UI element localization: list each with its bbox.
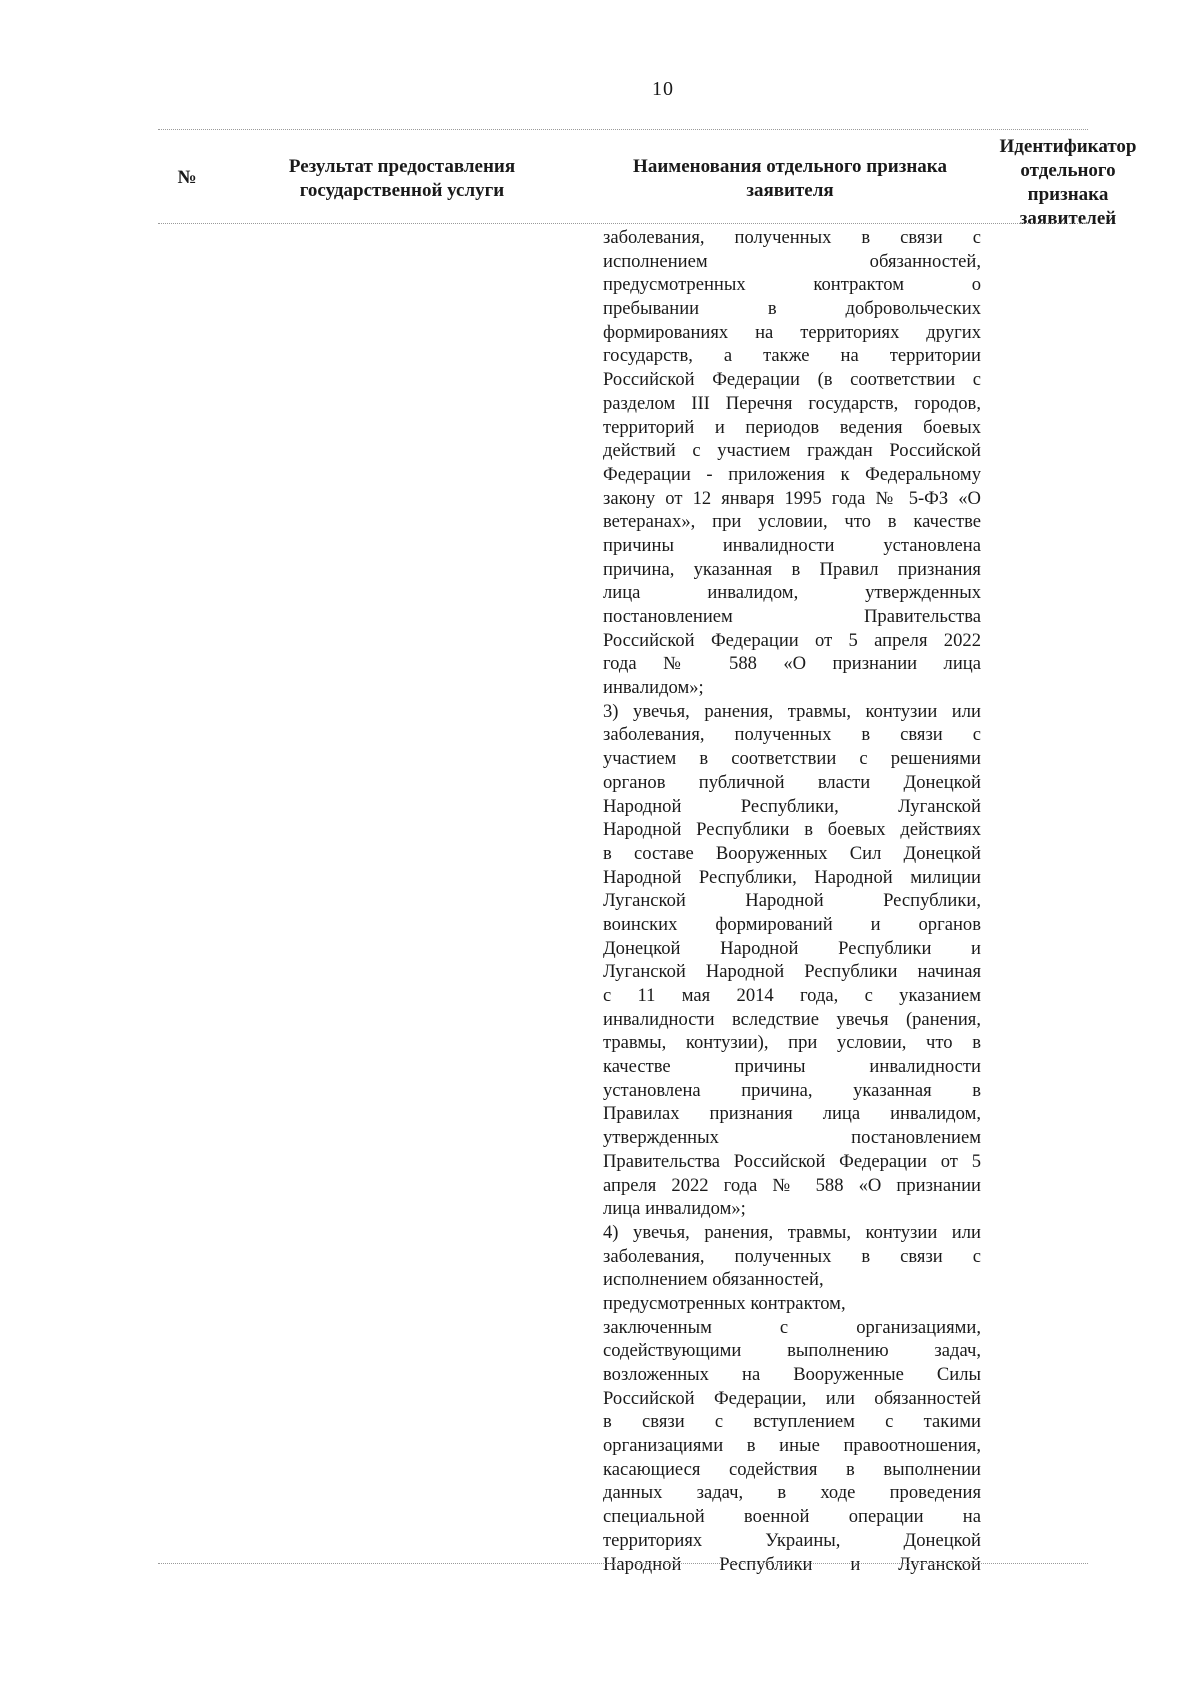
text-line: содействующими выполнению задач,: [603, 1340, 981, 1362]
text-line: закону от 12 января 1995 года № 5-ФЗ «О: [603, 487, 981, 509]
text-line: года № 588 «О признании лица: [603, 653, 981, 675]
text-line: Луганской Народной Республики начиная: [603, 961, 981, 983]
text-line: территориях Украины, Донецкой: [603, 1529, 981, 1551]
text-line: организациями в иные правоотношения,: [603, 1435, 981, 1457]
text-line: утвержденных постановлением: [603, 1127, 981, 1149]
text-line: Российской Федерации (в соответствии с: [603, 369, 981, 391]
text-line: Донецкой Народной Республики и: [603, 937, 981, 959]
column-header-identifier: Идентификатор отдельного признака заявителей: [999, 136, 1137, 229]
text-line: разделом III Перечня государств, городов,: [603, 392, 981, 414]
text-line: Народной Республики и Луганской: [603, 1553, 981, 1575]
text-line: причины инвалидности установлена: [603, 534, 981, 556]
text-line: Народной Республики, Луганской: [603, 795, 981, 817]
text-line: пребывании в добровольческих: [603, 298, 981, 320]
column-header-number: №: [177, 167, 197, 188]
text-line: действий с участием граждан Российской: [603, 440, 981, 462]
text-line: лица инвалидом, утвержденных: [603, 582, 981, 604]
text-line: возложенных на Вооруженные Силы: [603, 1364, 981, 1385]
text-line: Народной Республики в боевых действиях: [603, 819, 981, 841]
text-line: исполнением обязанностей,: [603, 1269, 824, 1291]
text-line: 4) увечья, ранения, травмы, контузии или: [603, 1221, 981, 1243]
text-line: постановлением Правительства: [603, 606, 981, 627]
text-line: данных задач, в ходе проведения: [603, 1482, 981, 1504]
text-line: заболевания, полученных в связи с: [603, 227, 981, 248]
text-line: Правительства Российской Федерации от 5: [603, 1150, 981, 1172]
text-line: апреля 2022 года № 588 «О признании: [603, 1174, 981, 1196]
text-line: травмы, контузии), при условии, что в: [603, 1032, 981, 1054]
text-line: исполнением обязанностей,: [603, 250, 981, 272]
text-line: с 11 мая 2014 года, с указанием: [603, 985, 981, 1006]
text-line: лица инвалидом»;: [603, 1198, 746, 1220]
text-line: территорий и периодов ведения боевых: [603, 416, 981, 438]
table-bottom-rule: [158, 1563, 1088, 1564]
text-line: ветеранах», при условии, что в качестве: [603, 511, 981, 533]
text-line: Российской Федерации, или обязанностей: [603, 1387, 981, 1409]
text-line: специальной военной операции на: [603, 1506, 981, 1528]
text-line: заболевания, полученных в связи с: [603, 1245, 981, 1267]
page-number: 10: [652, 78, 674, 100]
text-line: 3) увечья, ранения, травмы, контузии или: [603, 700, 981, 722]
text-line: касающиеся содействия в выполнении: [603, 1458, 981, 1480]
text-line: качестве причины инвалидности: [603, 1056, 981, 1078]
text-line: предусмотренных контрактом,: [603, 1292, 846, 1314]
table-header-rule: [158, 223, 1088, 224]
text-line: Федерации - приложения к Федеральному: [603, 463, 981, 485]
text-line: в связи с вступлением с такими: [603, 1411, 981, 1433]
text-line: Российской Федерации от 5 апреля 2022: [603, 629, 981, 651]
text-line: в составе Вооруженных Сил Донецкой: [603, 842, 981, 864]
text-line: государств, а также на территории: [603, 345, 981, 367]
text-line: Народной Республики, Народной милиции: [603, 866, 981, 888]
text-line: Правилах признания лица инвалидом,: [603, 1103, 981, 1125]
text-line: заболевания, полученных в связи с: [603, 724, 981, 746]
column-header-result: Результат предоставления государственной услуги: [288, 156, 516, 201]
text-line: формированиях на территориях других: [603, 321, 981, 343]
text-line: установлена причина, указанная в: [603, 1079, 981, 1101]
text-line: участием в соответствии с решениями: [603, 748, 981, 770]
text-line: инвалидом»;: [603, 677, 704, 699]
table-top-rule: [158, 129, 1088, 130]
applicant-feature-text: [603, 226, 981, 1576]
text-line: инвалидности вследствие увечья (ранения,: [603, 1008, 981, 1030]
text-line: Луганской Народной Республики,: [603, 890, 981, 912]
text-line: заключенным с организациями,: [603, 1316, 981, 1338]
text-line: органов публичной власти Донецкой: [603, 771, 981, 793]
text-line: воинских формирований и органов: [603, 913, 981, 935]
text-line: причина, указанная в Правил признания: [603, 558, 981, 580]
column-header-name: Наименования отдельного признака заявителя: [633, 156, 947, 201]
text-line: предусмотренных контрактом о: [603, 274, 981, 296]
